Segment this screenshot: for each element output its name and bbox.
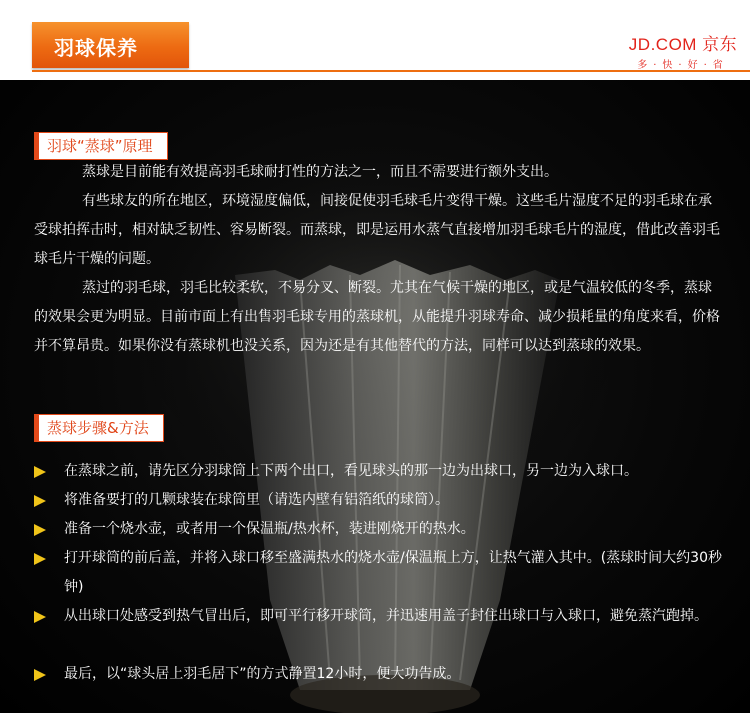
brand-name: JD.COM 京东	[628, 35, 738, 54]
step-text: 打开球筒的前后盖，并将入球口移至盛满热水的烧水壶/保温瓶上方，让热气灌入其中。(蒸球时间大约30秒钟)	[64, 550, 722, 595]
step-text: 准备一个烧水壶，或者用一个保温瓶/热水杯，装进刚烧开的热水。	[64, 521, 475, 537]
steps-heading: 蒸球步骤&方法	[47, 419, 149, 437]
principle-heading-tag	[34, 132, 168, 160]
step-item	[34, 660, 724, 689]
yellow-triangle-arrow-icon	[34, 466, 46, 478]
steps-heading-tag	[34, 414, 164, 442]
yellow-triangle-arrow-icon	[34, 611, 46, 623]
brand-logo	[628, 30, 738, 71]
step-text: 将准备要打的几颗球装在球筒里（请选内壁有铝箔纸的球筒）。	[64, 492, 449, 508]
step-item	[34, 602, 724, 631]
yellow-triangle-arrow-icon	[34, 553, 46, 565]
section-title-tab	[32, 22, 189, 68]
page-title: 羽球保养	[54, 36, 138, 60]
principle-paragraph-2: 有些球友的所在地区，环境湿度偏低，间接促使羽毛球毛片变得干燥。这些毛片湿度不足的羽毛球在承受球拍挥击时，相对缺乏韧性、容易断裂。而蒸球，即是运用水蒸气直接增加羽毛球毛片的湿度，借此改善羽毛球毛片干燥的问题。	[34, 193, 720, 267]
yellow-triangle-arrow-icon	[34, 669, 46, 681]
step-text: 在蒸球之前，请先区分羽球筒上下两个出口，看见球头的那一边为出球口，另一边为入球口。	[64, 463, 638, 479]
step-item	[34, 486, 724, 515]
background-photo	[0, 80, 750, 713]
step-text: 从出球口处感受到热气冒出后，即可平行移开球筒，并迅速用盖子封住出球口与入球口，避免蒸汽跑掉。	[64, 608, 708, 624]
step-item	[34, 544, 724, 602]
header-bar	[0, 0, 750, 80]
principle-paragraph-1: 蒸球是目前能有效提高羽毛球耐打性的方法之一，而且不需要进行额外支出。	[82, 164, 558, 180]
yellow-triangle-arrow-icon	[34, 495, 46, 507]
principle-paragraph-3: 蒸过的羽毛球，羽毛比较柔软，不易分叉、断裂。尤其在气候干燥的地区，或是气温较低的冬季，蒸球的效果会更为明显。目前市面上有出售羽毛球专用的蒸球机，从能提升羽球寿命、减少损耗量的角度来看，价格并不算昂贵。如果你没有蒸球机也没关系，因为还是有其他替代的方法，同样可以达到蒸球的效果。	[34, 280, 720, 354]
step-item	[34, 457, 724, 486]
principle-heading: 羽球“蒸球”原理	[47, 137, 153, 155]
yellow-triangle-arrow-icon	[34, 524, 46, 536]
brand-slogan: 多·快·好·省	[637, 60, 729, 71]
step-item	[34, 515, 724, 544]
step-text: 最后，以“球头居上羽毛居下”的方式静置12小时，便大功告成。	[64, 666, 461, 682]
